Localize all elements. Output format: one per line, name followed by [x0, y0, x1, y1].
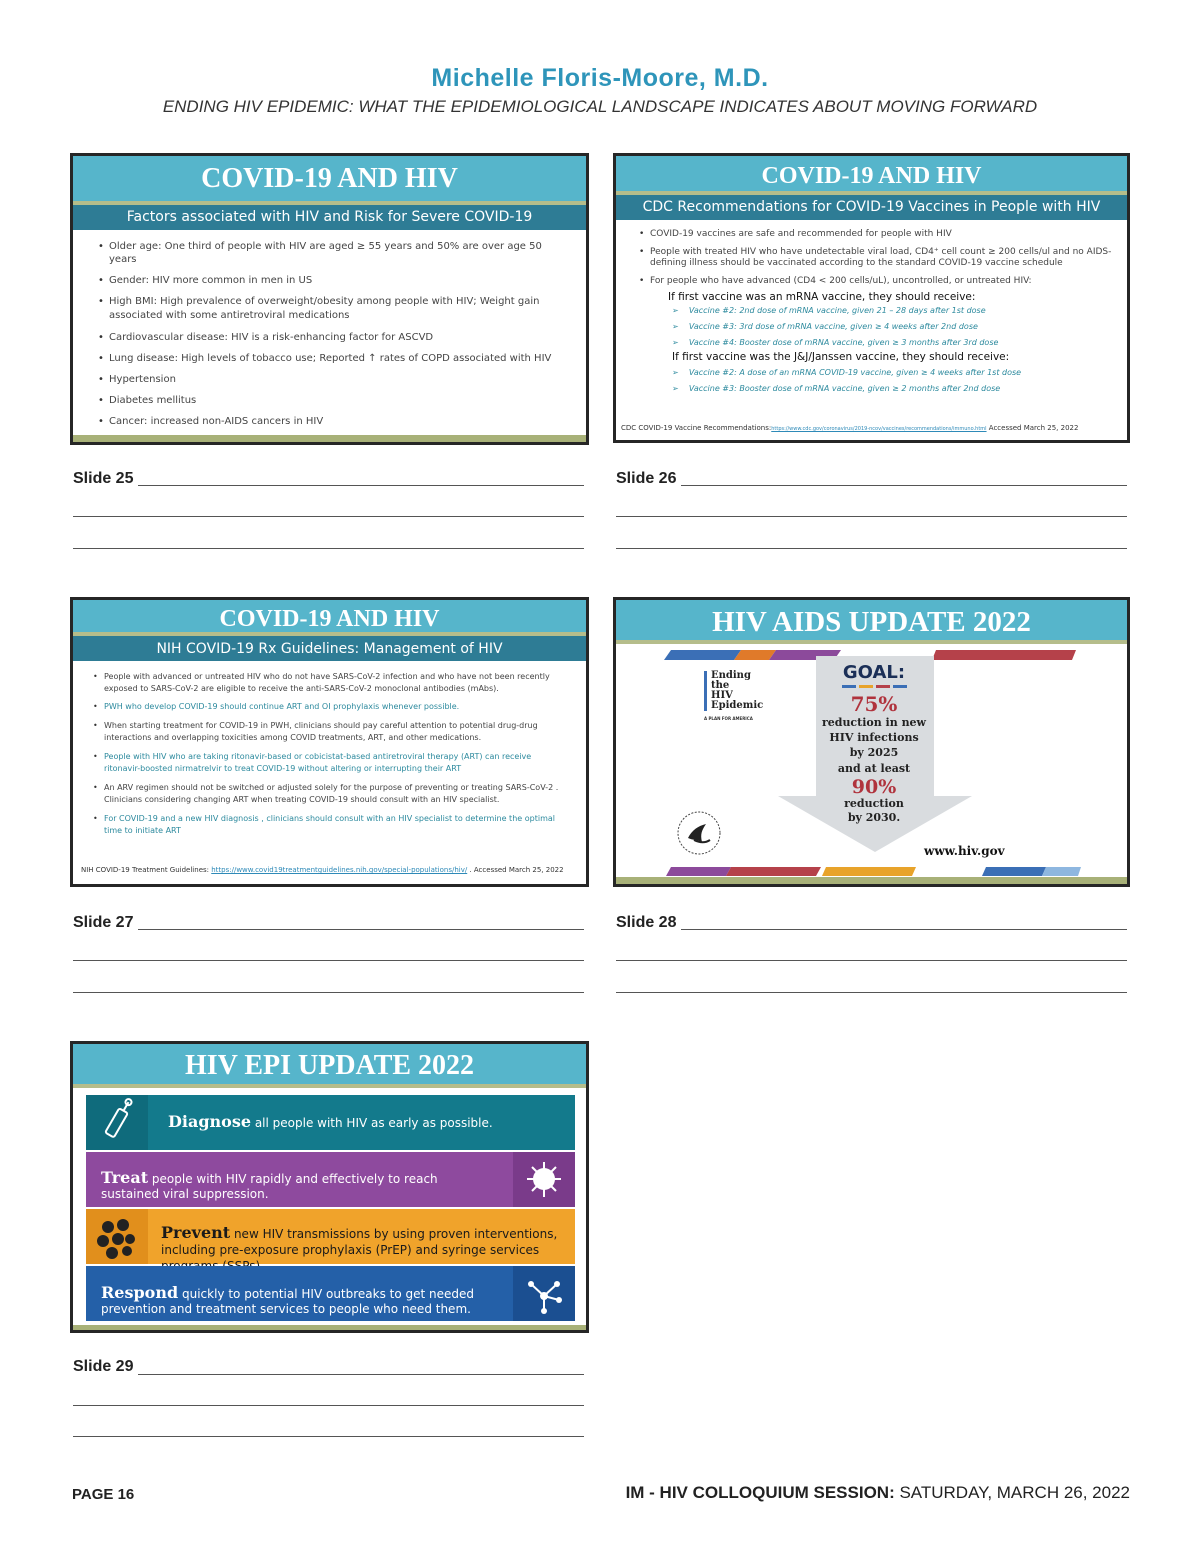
note-line[interactable]: [681, 929, 1127, 930]
slide-title: HIV AIDS UPDATE 2022: [616, 600, 1127, 640]
slide-title: COVID-19 AND HIV: [73, 156, 586, 201]
slide-28-label: Slide 28: [616, 914, 677, 931]
jj-item: ➢ Vaccine #3: Booster dose of mRNA vaccine, given ≥ 2 months after 2nd dose: [672, 384, 1001, 393]
diagnose-icon-box: [86, 1095, 148, 1150]
note-line[interactable]: [616, 992, 1127, 993]
bullet: • Cancer: increased non-AIDS cancers in HIV: [109, 415, 570, 428]
mrna-list: [672, 303, 1117, 351]
slide-body: [73, 671, 586, 837]
slide-subtitle: CDC Recommendations for COVID-19 Vaccines in People with HIV: [616, 195, 1127, 220]
bullet: • COVID-19 vaccines are safe and recommended for people with HIV: [650, 229, 1117, 240]
bullet: • Diabetes mellitus: [109, 394, 570, 407]
respond-icon-box: [513, 1266, 575, 1321]
slide-reference: CDC COVID-19 Vaccine Recommendations:https://www.cdc.gov/coronavirus/2019-ncov/vaccines/recommendations/immuno.html Accessed March 25, 2022: [621, 424, 1079, 432]
goal-heading: GOAL:: [842, 662, 906, 683]
slide-footer-bar: [73, 1325, 586, 1330]
mrna-item: ➢ Vaccine #2: 2nd dose of mRNA vaccine, given 21 – 28 days after 1st dose: [672, 306, 986, 315]
note-line[interactable]: [73, 992, 584, 993]
prevent-icon-box: [86, 1209, 148, 1264]
slide-subtitle: NIH COVID-19 Rx Guidelines: Management of HIV: [73, 636, 586, 661]
slide-title: COVID-19 AND HIV: [73, 600, 586, 632]
goal-text: and at least: [837, 762, 911, 775]
slide-28: [613, 597, 1130, 887]
ending-hiv-logo: Ending the HIV Epidemic: [704, 671, 763, 711]
slide-29: [70, 1041, 589, 1333]
slide-footer-bar: [616, 877, 1127, 884]
bullet: • Cardiovascular disease: HIV is a risk-enhancing factor for ASCVD: [109, 331, 570, 344]
row-diagnose-text: Diagnose all people with HIV as early as possible.: [168, 1112, 493, 1131]
document-subtitle: ENDING HIV EPIDEMIC: WHAT THE EPIDEMIOLOGICAL LANDSCAPE INDICATES ABOUT MOVING FORWARD: [162, 97, 1038, 116]
test-swab-icon: [86, 1095, 148, 1150]
session-info: IM - HIV COLLOQUIUM SESSION: SATURDAY, MARCH 26, 2022: [625, 1483, 1130, 1502]
bullet: • Lung disease: High levels of tobacco use; Reported ↑ rates of COPD associated with HIV: [109, 352, 570, 365]
note-line[interactable]: [616, 548, 1127, 549]
bullet: • People with treated HIV who have undetectable viral load, CD4⁺ cell count ≥ 200 cells/ul and no AIDS-defining illness should be vaccinated according to the standard COVID-19 vaccine schedule: [650, 247, 1117, 269]
reference-link[interactable]: https://www.covid19treatmentguidelines.nih.gov/special-populations/hiv/: [211, 866, 468, 874]
row-prevent-text: Prevent new HIV transmissions by using proven interventions, including pre-exposure prophylaxis (PrEP) and syringe services: [161, 1223, 558, 1257]
slide-27-label: Slide 27: [73, 914, 134, 931]
slide-reference: NIH COVID-19 Treatment Guidelines: https://www.covid19treatmentguidelines.nih.gov/special-populations/hiv/ . Accessed March 25, 2022: [81, 866, 564, 874]
bullet: • People with advanced or untreated HIV who do not have SARS-CoV-2 infection and who have not been recently exposed to SARS-CoV-2 are eligible to receive the anti-SARS-CoV-2 monoclonal antibodies (mAbs).: [104, 671, 566, 695]
treat-icon-box: [513, 1152, 575, 1207]
network-icon: [513, 1266, 575, 1321]
note-line[interactable]: [73, 548, 584, 549]
bullet: • High BMI: High prevalence of overweight/obesity among people with HIV; Weight gain associated with some antiretroviral medications: [109, 295, 570, 323]
mrna-heading: If first vaccine was an mRNA vaccine, they should receive:: [668, 291, 976, 303]
jj-list: [672, 365, 1117, 397]
reference-link[interactable]: https://www.cdc.gov/coronavirus/2019-ncov/vaccines/recommendations/immuno.html: [771, 426, 987, 432]
note-line[interactable]: [138, 929, 584, 930]
slide-subtitle: Factors associated with HIV and Risk for Severe COVID-19: [73, 205, 586, 230]
goal-text: reduction in new: [821, 716, 927, 729]
slide-title: COVID-19 AND HIV: [616, 156, 1127, 191]
goal-90-percent: 90%: [851, 776, 897, 798]
divider: [616, 640, 1127, 644]
row-treat-text: Treat people with HIV rapidly and effectively to reach sustained viral suppression.: [101, 1168, 438, 1201]
page-number: PAGE 16: [72, 1486, 135, 1503]
slide-26: [613, 153, 1130, 443]
jj-heading: If first vaccine was the J&J/Janssen vaccine, they should receive:: [672, 351, 1010, 363]
bullet: • PWH who develop COVID-19 should continue ART and OI prophylaxis whenever possible.: [104, 701, 566, 713]
note-line[interactable]: [73, 1405, 584, 1406]
note-line[interactable]: [616, 516, 1127, 517]
bullet: • For people who have advanced (CD4 < 200 cells/uL), uncontrolled, or untreated HIV:: [650, 276, 1117, 287]
virus-icon: [513, 1152, 575, 1207]
slide-27: [70, 597, 589, 887]
bullet: • People with HIV who are taking ritonavir-based or cobicistat-based antiretroviral therapy (ART) can receive ritonavir-boosted nirmatrelvir to treat COVID-19 without altering or interrupting their ART: [104, 751, 566, 775]
jj-item: ➢ Vaccine #2: A dose of an mRNA COVID-19 vaccine, given ≥ 4 weeks after 1st dose: [672, 368, 1022, 377]
bullet: • Hypertension: [109, 373, 570, 386]
pills-icon: [86, 1209, 148, 1264]
goal-color-bars: [774, 685, 974, 691]
slide-26-label: Slide 26: [616, 470, 677, 487]
goal-text: HIV infections: [829, 731, 919, 744]
logo-tagline: A PLAN FOR AMERICA: [704, 716, 753, 721]
bullet: • Gender: HIV more common in men in US: [109, 274, 570, 287]
slide-body: [73, 240, 586, 428]
goal-text: reduction: [844, 797, 904, 810]
note-line[interactable]: [616, 960, 1127, 961]
mrna-item: ➢ Vaccine #3: 3rd dose of mRNA vaccine, given ≥ 4 weeks after 2nd dose: [672, 322, 978, 331]
row-respond-text: Respond quickly to potential HIV outbreaks to get needed prevention and treatment services to people who need them.: [101, 1283, 475, 1316]
mrna-item: ➢ Vaccine #4: Booster dose of mRNA vaccine, given ≥ 3 months after 3rd dose: [672, 338, 999, 347]
slide-25-label: Slide 25: [73, 470, 134, 487]
goal-75-percent: 75%: [850, 692, 898, 716]
bullet: • For COVID-19 and a new HIV diagnosis , clinicians should consult with an HIV specialist to determine the optimal time to initiate ART: [104, 813, 566, 837]
goal-content: [774, 662, 974, 825]
note-line[interactable]: [681, 485, 1127, 486]
hhs-seal-icon: [676, 810, 722, 856]
slide-body: [616, 229, 1127, 397]
goal-text: by 2030.: [847, 811, 901, 824]
slide-29-label: Slide 29: [73, 1358, 134, 1375]
note-line[interactable]: [138, 1374, 584, 1375]
note-line[interactable]: [138, 485, 584, 486]
bullet: • Older age: One third of people with HIV are aged ≥ 55 years and 50% are over age 50 years: [109, 240, 570, 266]
bullet: • An ARV regimen should not be switched or adjusted solely for the purpose of preventing or treating SARS-CoV-2 . Clinicians considering changing ART when treating COVID-19 should consult with an HIV specialist.: [104, 782, 566, 806]
goal-text: by 2025: [849, 746, 899, 759]
author-name: Michelle Floris-Moore, M.D.: [431, 64, 769, 92]
slide-title: HIV EPI UPDATE 2022: [73, 1044, 586, 1084]
note-line[interactable]: [73, 516, 584, 517]
hiv-gov-url: www.hiv.gov: [924, 844, 1005, 858]
divider: [73, 1084, 586, 1088]
note-line[interactable]: [73, 1436, 584, 1437]
slide-footer-bar: [73, 435, 586, 442]
bullet: • When starting treatment for COVID-19 in PWH, clinicians should pay careful attention to potential drug-drug interactions and overlapping toxicities among COVID treatments, ART, and other medications.: [104, 720, 566, 744]
slide-25: [70, 153, 589, 445]
note-line[interactable]: [73, 960, 584, 961]
